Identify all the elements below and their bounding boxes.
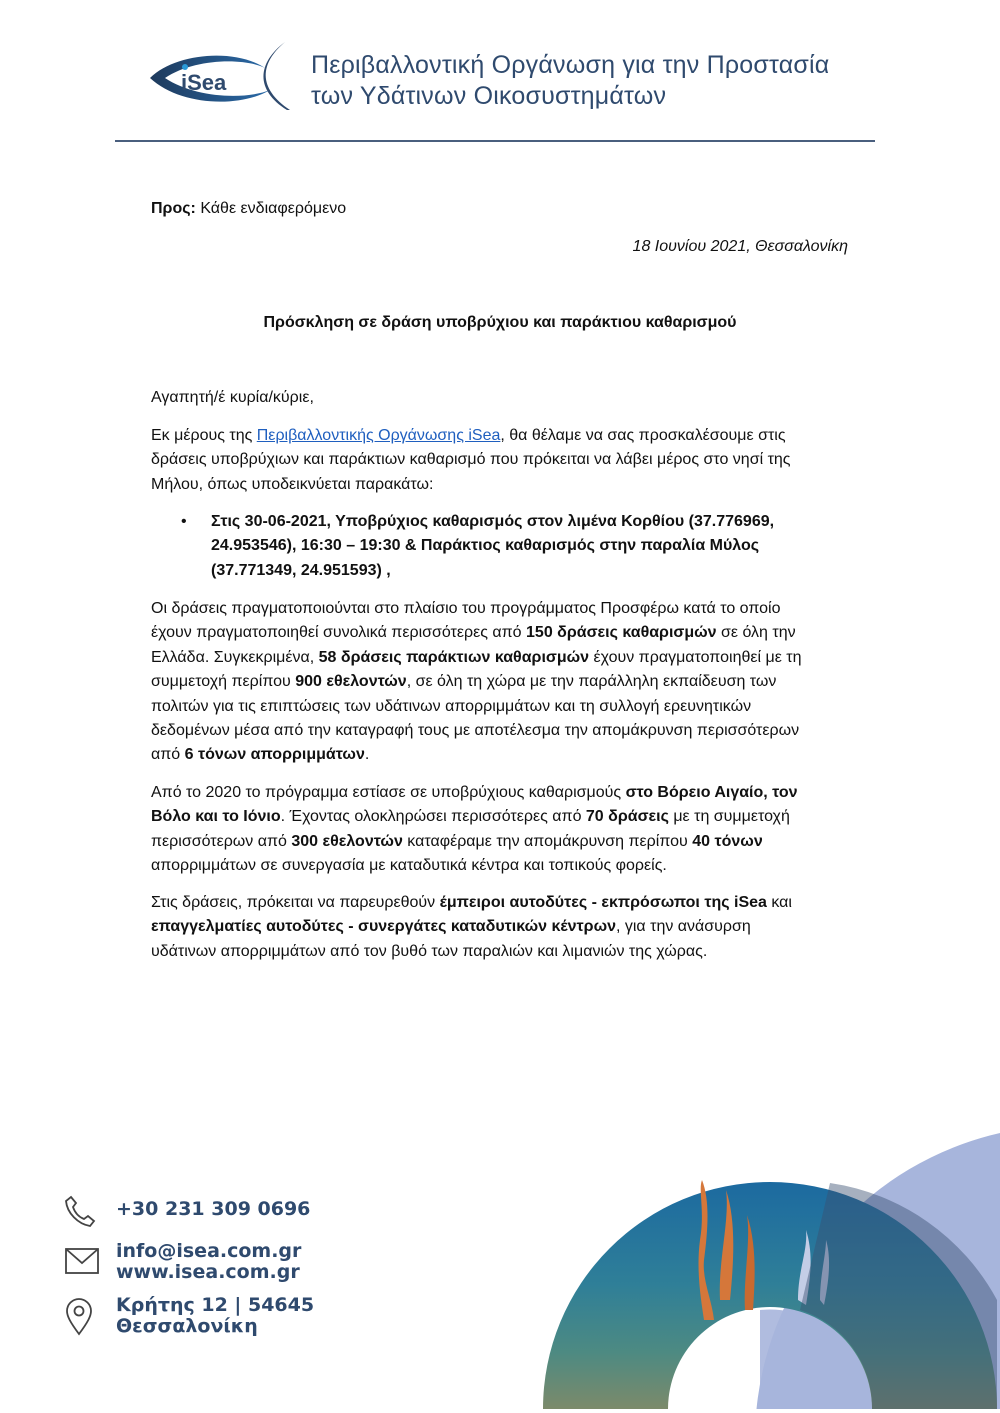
email-link[interactable]: info@isea.com.gr bbox=[116, 1240, 302, 1262]
recipient-value: Κάθε ενδιαφερόμενο bbox=[195, 200, 347, 217]
subject: Πρόσκληση σε δράση υποβρύχιου και παράκτιου καθαρισμού bbox=[263, 314, 737, 331]
isea-link[interactable]: Περιβαλλοντικής Οργάνωσης iSea bbox=[256, 427, 501, 444]
event-bullet-item: Στις 30-06-2021, Υποβρύχιος καθαρισμός στον λιμένα Κορθίου (37.776969, 24.953546), 16:30 – 19:30 & Παράκτιος καθαρισμός στην παραλία Μύλος (37.771349, 24.951593) , bbox=[211, 513, 775, 579]
text-run: με τη συμμετοχή περισσότερων από bbox=[151, 808, 790, 850]
bold-text: 58 δράσεις παράκτιων καθαρισμών bbox=[318, 648, 590, 666]
phone-icon bbox=[63, 1194, 97, 1233]
text-run: , για την ανάσυρση υδάτινων απορριμμάτων από τον βυθό των παραλιών και λιμανιών της χώρας. bbox=[151, 918, 751, 960]
bullet-icon: • bbox=[181, 513, 187, 530]
text-run: . Έχοντας ολοκληρώσει περισσότερες από bbox=[280, 808, 586, 826]
text-run: Εκ μέρους της bbox=[151, 427, 257, 444]
address-line-2: Θεσσαλονίκη bbox=[116, 1315, 258, 1337]
address-line-1: Κρήτης 12 | 54645 bbox=[116, 1294, 315, 1316]
salutation: Αγαπητή/έ κυρία/κύριε, bbox=[151, 389, 314, 406]
text-run: απορριμμάτων σε συνεργασία με καταδυτικά κέντρα και τοπικούς φορείς. bbox=[151, 857, 667, 875]
bold-text: 6 τόνων απορριμμάτων bbox=[184, 746, 365, 764]
text-run: Από το 2020 το πρόγραμμα εστίασε σε υποβρύχιους καθαρισμούς bbox=[151, 784, 626, 801]
org-line-2: των Υδάτινων Οικοσυστημάτων bbox=[311, 82, 667, 110]
phone-number[interactable]: +30 231 309 0696 bbox=[116, 1198, 311, 1220]
text-run: έχουν πραγματοποιηθεί με τη συμμετοχή περίπου bbox=[151, 648, 802, 691]
bold-text: επαγγελματίες αυτοδύτες - συνεργάτες καταδυτικών κέντρων bbox=[151, 918, 616, 936]
bold-text: στο Βόρειο Αιγαίο, τον Βόλο και το Ιόνιο bbox=[151, 784, 798, 826]
text-run: καταφέραμε την απομάκρυνση περίπου bbox=[402, 832, 693, 850]
bold-text: 900 εθελοντών bbox=[295, 673, 407, 691]
bold-text: έμπειροι αυτοδύτες - εκπρόσωποι της iSea bbox=[439, 894, 767, 911]
text-run: Στις δράσεις, πρόκειται να παρευρεθούν bbox=[151, 894, 440, 911]
mail-icon bbox=[64, 1247, 100, 1280]
text-run: Οι δράσεις πραγματοποιούνται στο πλαίσιο του προγράμματος Προσφέρω κατά το οποίο έχουν πραγματοποιηθεί συνολικά περισσότερες από bbox=[151, 600, 781, 642]
bold-text: 150 δράσεις καθαρισμών bbox=[526, 624, 717, 642]
bold-text: 40 τόνων bbox=[692, 832, 763, 850]
text-run: , σε όλη τη χώρα με την παράλληλη εκπαίδευση των πολιτών για τις επιπτώσεις των υδάτινων απορριμμάτων και τη συλλογή ερευνητικών δεδομένων μέσα από την καταγραφή τους με αποτέλεσμα την απομάκρυνση περισσότερων από bbox=[151, 673, 800, 764]
date-place: 18 Ιουνίου 2021, Θεσσαλονίκη bbox=[632, 238, 848, 255]
svg-text:iSea: iSea bbox=[181, 70, 227, 95]
org-line-1: Περιβαλλοντική Οργάνωση για την Προστασία bbox=[311, 51, 830, 79]
text-run: και bbox=[771, 894, 792, 911]
text-run: . bbox=[364, 746, 370, 764]
text-run: σε όλη την Ελλάδα. Συγκεκριμένα, bbox=[151, 624, 796, 666]
recipient-label: Προς: bbox=[151, 200, 196, 217]
location-pin-icon bbox=[64, 1298, 94, 1341]
bold-text: 300 εθελοντών bbox=[291, 832, 403, 850]
bold-text: 70 δράσεις bbox=[585, 808, 669, 826]
text-run: , θα θέλαμε να σας προσκαλέσουμε στις δράσεις υποβρύχιων και παράκτιων καθαρισμό που πρόκειται να λάβει μέρος στο νησί της Μήλου, όπως υποδεικνύεται παρακάτω: bbox=[151, 427, 791, 493]
website-link[interactable]: www.isea.com.gr bbox=[116, 1261, 300, 1283]
